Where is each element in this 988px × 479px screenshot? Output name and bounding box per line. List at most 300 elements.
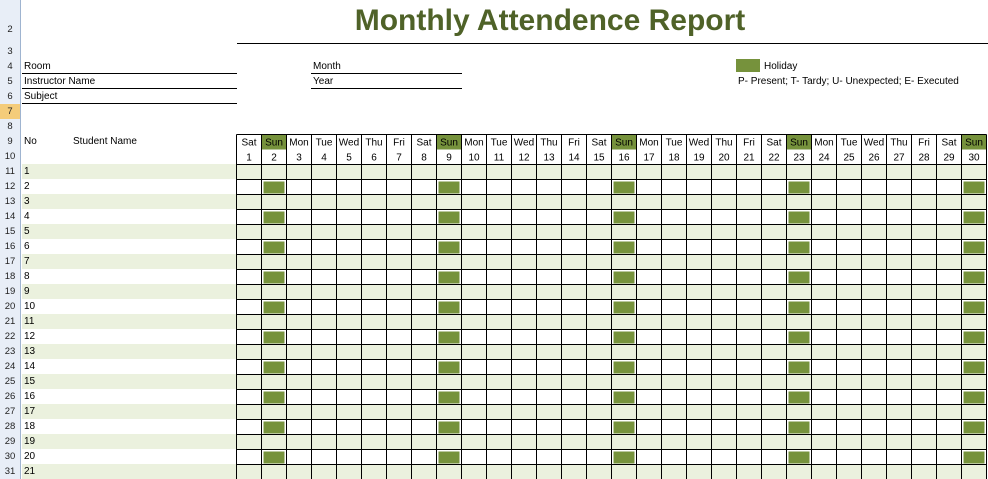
attendance-cell xyxy=(462,345,487,360)
student-row[interactable] xyxy=(22,434,236,449)
student-row[interactable] xyxy=(22,359,236,374)
attendance-cell xyxy=(562,255,587,270)
attendance-cell xyxy=(537,435,562,450)
holiday-cell xyxy=(789,302,810,314)
attendance-cell xyxy=(787,285,812,300)
row-number[interactable]: 8 xyxy=(7,121,13,132)
day-header: Sat xyxy=(766,137,782,149)
attendance-cell xyxy=(937,165,962,180)
row-number[interactable]: 4 xyxy=(7,61,13,72)
attendance-cell xyxy=(262,255,287,270)
student-number: 3 xyxy=(24,196,30,207)
date-header: 16 xyxy=(618,152,630,164)
attendance-cell xyxy=(512,255,537,270)
attendance-cell xyxy=(512,225,537,240)
attendance-cell xyxy=(262,285,287,300)
attendance-cell xyxy=(837,225,862,240)
attendance-cell xyxy=(437,165,462,180)
row-number[interactable]: 16 xyxy=(4,241,16,252)
student-row[interactable] xyxy=(22,194,236,209)
attendance-cell xyxy=(887,435,912,450)
attendance-cell xyxy=(337,315,362,330)
year-field[interactable] xyxy=(311,88,462,89)
attendance-cell xyxy=(812,255,837,270)
attendance-cell xyxy=(862,405,887,420)
row-number[interactable]: 17 xyxy=(4,256,16,267)
holiday-cell xyxy=(614,242,635,254)
student-row[interactable] xyxy=(22,209,236,224)
student-row[interactable] xyxy=(22,164,236,179)
row-number[interactable]: 25 xyxy=(4,376,16,387)
subject-label: Subject xyxy=(24,91,58,102)
day-header: Thu xyxy=(715,137,733,149)
attendance-cell xyxy=(437,285,462,300)
attendance-cell xyxy=(962,345,987,360)
row-number[interactable]: 2 xyxy=(7,24,13,35)
holiday-cell xyxy=(964,422,985,434)
attendance-cell xyxy=(662,465,687,479)
attendance-grid[interactable] xyxy=(236,134,988,479)
holiday-cell xyxy=(964,362,985,374)
attendance-cell xyxy=(937,315,962,330)
attendance-cell xyxy=(662,165,687,180)
attendance-cell xyxy=(487,255,512,270)
attendance-cell xyxy=(937,255,962,270)
attendance-cell xyxy=(337,405,362,420)
attendance-cell xyxy=(412,375,437,390)
attendance-cell xyxy=(587,165,612,180)
student-number: 8 xyxy=(24,271,30,282)
day-header: Mon xyxy=(639,137,659,149)
attendance-cell xyxy=(862,435,887,450)
holiday-cell xyxy=(964,242,985,254)
attendance-cell xyxy=(562,225,587,240)
row-number[interactable]: 30 xyxy=(4,451,16,462)
attendance-cell xyxy=(812,165,837,180)
attendance-cell xyxy=(537,165,562,180)
day-header: Sun xyxy=(615,137,633,149)
attendance-cell xyxy=(312,285,337,300)
attendance-cell xyxy=(362,165,387,180)
attendance-cell xyxy=(687,405,712,420)
attendance-cell xyxy=(637,435,662,450)
row-number[interactable]: 6 xyxy=(7,91,13,102)
student-row[interactable] xyxy=(22,344,236,359)
date-header: 8 xyxy=(421,152,427,164)
attendance-cell xyxy=(587,195,612,210)
date-header: 13 xyxy=(543,152,555,164)
attendance-cell xyxy=(512,285,537,300)
attendance-cell xyxy=(662,255,687,270)
holiday-cell xyxy=(264,182,285,194)
attendance-cell xyxy=(937,285,962,300)
attendance-cell xyxy=(712,435,737,450)
attendance-cell xyxy=(787,195,812,210)
holiday-cell xyxy=(439,182,460,194)
attendance-cell xyxy=(387,165,412,180)
attendance-cell xyxy=(962,225,987,240)
attendance-cell xyxy=(312,315,337,330)
attendance-cell xyxy=(237,315,262,330)
row-number[interactable]: 29 xyxy=(4,436,16,447)
attendance-cell xyxy=(487,405,512,420)
attendance-cell xyxy=(362,405,387,420)
row-number[interactable]: 3 xyxy=(7,46,13,57)
row-number[interactable]: 21 xyxy=(4,316,16,327)
attendance-cell xyxy=(362,315,387,330)
attendance-cell xyxy=(662,345,687,360)
row-number[interactable]: 26 xyxy=(4,391,16,402)
attendance-cell xyxy=(912,375,937,390)
attendance-cell xyxy=(662,285,687,300)
attendance-cell xyxy=(237,165,262,180)
student-row[interactable] xyxy=(22,389,236,404)
attendance-cell xyxy=(612,285,637,300)
date-header: 15 xyxy=(593,152,605,164)
attendance-cell xyxy=(362,255,387,270)
attendance-cell xyxy=(512,435,537,450)
attendance-cell xyxy=(537,225,562,240)
attendance-key: P- Present; T- Tardy; U- Unexpected; E- Executed xyxy=(738,76,959,87)
attendance-cell xyxy=(612,375,637,390)
attendance-cell xyxy=(512,345,537,360)
attendance-cell xyxy=(387,435,412,450)
holiday-cell xyxy=(439,392,460,404)
attendance-cell xyxy=(362,285,387,300)
attendance-cell xyxy=(737,435,762,450)
date-header: 21 xyxy=(743,152,755,164)
holiday-cell xyxy=(964,392,985,404)
attendance-cell xyxy=(662,225,687,240)
attendance-cell xyxy=(962,315,987,330)
attendance-cell xyxy=(412,405,437,420)
student-number: 2 xyxy=(24,181,30,192)
attendance-cell xyxy=(487,465,512,479)
row-number[interactable]: 24 xyxy=(4,361,16,372)
row-number[interactable]: 5 xyxy=(7,76,13,87)
attendance-cell xyxy=(937,225,962,240)
attendance-cell xyxy=(612,405,637,420)
day-header: Sun xyxy=(440,137,458,149)
no-header: No xyxy=(24,136,37,147)
attendance-cell xyxy=(962,255,987,270)
attendance-cell xyxy=(712,195,737,210)
attendance-cell xyxy=(737,165,762,180)
row-number[interactable]: 14 xyxy=(4,211,16,222)
row-number[interactable]: 11 xyxy=(5,166,15,177)
day-header: Fri xyxy=(918,137,930,149)
date-header: 23 xyxy=(793,152,805,164)
attendance-cell xyxy=(737,405,762,420)
attendance-cell xyxy=(862,315,887,330)
attendance-cell xyxy=(837,345,862,360)
attendance-cell xyxy=(462,225,487,240)
attendance-cell xyxy=(412,315,437,330)
attendance-cell xyxy=(787,165,812,180)
row-number[interactable]: 18 xyxy=(4,271,16,282)
attendance-cell xyxy=(537,255,562,270)
attendance-cell xyxy=(912,465,937,479)
attendance-cell xyxy=(412,255,437,270)
attendance-cell xyxy=(712,405,737,420)
attendance-cell xyxy=(587,285,612,300)
attendance-cell xyxy=(487,375,512,390)
attendance-cell xyxy=(462,315,487,330)
holiday-cell xyxy=(789,272,810,284)
attendance-cell xyxy=(712,315,737,330)
date-header: 22 xyxy=(768,152,780,164)
attendance-cell xyxy=(787,465,812,479)
row-number[interactable]: 23 xyxy=(4,346,16,357)
attendance-cell xyxy=(362,195,387,210)
day-header: Sat xyxy=(941,137,957,149)
attendance-cell xyxy=(787,405,812,420)
attendance-cell xyxy=(662,375,687,390)
attendance-cell xyxy=(262,405,287,420)
attendance-cell xyxy=(487,345,512,360)
attendance-cell xyxy=(487,225,512,240)
room-field[interactable] xyxy=(22,73,237,74)
attendance-cell xyxy=(587,435,612,450)
student-number: 1 xyxy=(24,166,30,177)
attendance-cell xyxy=(762,315,787,330)
holiday-cell xyxy=(964,272,985,284)
attendance-cell xyxy=(237,285,262,300)
attendance-cell xyxy=(312,435,337,450)
instructor-field[interactable] xyxy=(22,88,237,89)
student-number: 11 xyxy=(24,316,35,327)
attendance-cell xyxy=(962,465,987,479)
attendance-cell xyxy=(362,225,387,240)
attendance-cell xyxy=(762,195,787,210)
student-row[interactable] xyxy=(22,374,236,389)
attendance-cell xyxy=(312,255,337,270)
attendance-cell xyxy=(412,285,437,300)
student-row[interactable] xyxy=(22,314,236,329)
attendance-cell xyxy=(887,255,912,270)
row-number[interactable]: 15 xyxy=(4,226,16,237)
attendance-cell xyxy=(937,465,962,479)
date-header: 25 xyxy=(843,152,855,164)
attendance-cell xyxy=(687,285,712,300)
holiday-cell xyxy=(614,182,635,194)
attendance-cell xyxy=(387,195,412,210)
attendance-cell xyxy=(812,195,837,210)
student-row[interactable] xyxy=(22,269,236,284)
attendance-cell xyxy=(437,435,462,450)
date-header: 12 xyxy=(518,152,530,164)
attendance-cell xyxy=(587,255,612,270)
row-number[interactable]: 10 xyxy=(4,151,16,162)
attendance-cell xyxy=(487,285,512,300)
student-row[interactable] xyxy=(22,299,236,314)
attendance-cell xyxy=(337,375,362,390)
student-number: 7 xyxy=(24,256,30,267)
student-row[interactable] xyxy=(22,404,236,419)
student-row[interactable] xyxy=(22,284,236,299)
attendance-cell xyxy=(262,465,287,479)
attendance-cell xyxy=(262,435,287,450)
date-header: 27 xyxy=(893,152,905,164)
attendance-cell xyxy=(787,345,812,360)
attendance-cell xyxy=(412,195,437,210)
attendance-cell xyxy=(312,165,337,180)
student-row[interactable] xyxy=(22,464,236,479)
holiday-cell xyxy=(264,392,285,404)
date-header: 26 xyxy=(868,152,880,164)
attendance-cell xyxy=(737,375,762,390)
row-number[interactable]: 13 xyxy=(4,196,16,207)
attendance-cell xyxy=(387,315,412,330)
attendance-cell xyxy=(762,345,787,360)
attendance-cell xyxy=(562,465,587,479)
attendance-cell xyxy=(612,165,637,180)
attendance-cell xyxy=(387,465,412,479)
attendance-cell xyxy=(462,405,487,420)
attendance-cell xyxy=(887,225,912,240)
student-row[interactable] xyxy=(22,329,236,344)
row-number[interactable]: 12 xyxy=(4,181,16,192)
attendance-cell xyxy=(237,435,262,450)
attendance-cell xyxy=(337,345,362,360)
attendance-cell xyxy=(237,255,262,270)
attendance-cell xyxy=(312,405,337,420)
day-header: Fri xyxy=(393,137,405,149)
student-row[interactable] xyxy=(22,254,236,269)
attendance-cell xyxy=(612,195,637,210)
day-header: Mon xyxy=(289,137,309,149)
attendance-cell xyxy=(562,405,587,420)
attendance-cell xyxy=(887,345,912,360)
attendance-cell xyxy=(812,285,837,300)
attendance-cell xyxy=(387,225,412,240)
attendance-cell xyxy=(387,255,412,270)
holiday-cell xyxy=(964,452,985,464)
attendance-cell xyxy=(587,315,612,330)
attendance-cell xyxy=(437,195,462,210)
attendance-cell xyxy=(437,255,462,270)
attendance-cell xyxy=(612,225,637,240)
attendance-cell xyxy=(812,435,837,450)
student-row[interactable] xyxy=(22,419,236,434)
holiday-cell xyxy=(439,242,460,254)
row-number[interactable]: 9 xyxy=(7,136,13,147)
attendance-cell xyxy=(262,165,287,180)
row-number[interactable]: 20 xyxy=(4,301,16,312)
holiday-cell xyxy=(439,422,460,434)
attendance-cell xyxy=(512,405,537,420)
attendance-cell xyxy=(762,375,787,390)
attendance-cell xyxy=(937,375,962,390)
attendance-cell xyxy=(562,435,587,450)
attendance-cell xyxy=(437,345,462,360)
attendance-cell xyxy=(487,165,512,180)
attendance-cell xyxy=(237,345,262,360)
subject-field[interactable] xyxy=(22,103,237,104)
attendance-cell xyxy=(437,405,462,420)
attendance-cell xyxy=(587,465,612,479)
holiday-cell xyxy=(264,242,285,254)
attendance-cell xyxy=(912,165,937,180)
student-number: 21 xyxy=(24,466,36,477)
holiday-cell xyxy=(439,452,460,464)
attendance-cell xyxy=(637,195,662,210)
attendance-cell xyxy=(262,345,287,360)
date-header: 20 xyxy=(718,152,730,164)
attendance-cell xyxy=(587,375,612,390)
row-number[interactable]: 7 xyxy=(0,104,20,119)
attendance-cell xyxy=(612,315,637,330)
attendance-cell xyxy=(962,435,987,450)
attendance-cell xyxy=(287,195,312,210)
row-number[interactable]: 19 xyxy=(4,286,16,297)
attendance-cell xyxy=(712,345,737,360)
attendance-cell xyxy=(812,225,837,240)
attendance-cell xyxy=(837,165,862,180)
holiday-cell xyxy=(789,392,810,404)
attendance-cell xyxy=(912,435,937,450)
row-number[interactable]: 31 xyxy=(4,466,16,477)
student-row[interactable] xyxy=(22,224,236,239)
attendance-cell xyxy=(337,465,362,479)
room-label: Room xyxy=(24,61,51,72)
attendance-cell xyxy=(287,315,312,330)
attendance-cell xyxy=(437,375,462,390)
attendance-cell xyxy=(862,255,887,270)
row-header-column[interactable] xyxy=(0,0,21,479)
holiday-cell xyxy=(789,452,810,464)
attendance-cell xyxy=(762,405,787,420)
holiday-cell xyxy=(614,452,635,464)
attendance-cell xyxy=(862,465,887,479)
attendance-cell xyxy=(387,285,412,300)
attendance-cell xyxy=(862,285,887,300)
row-number[interactable]: 22 xyxy=(4,331,16,342)
row-number[interactable]: 27 xyxy=(4,406,16,417)
attendance-cell xyxy=(737,315,762,330)
attendance-cell xyxy=(587,345,612,360)
attendance-cell xyxy=(262,315,287,330)
attendance-cell xyxy=(687,165,712,180)
date-header: 7 xyxy=(396,152,402,164)
attendance-cell xyxy=(762,465,787,479)
month-field[interactable] xyxy=(311,73,462,74)
attendance-cell xyxy=(562,345,587,360)
attendance-cell xyxy=(612,255,637,270)
holiday-cell xyxy=(264,452,285,464)
attendance-cell xyxy=(487,195,512,210)
day-header: Tue xyxy=(665,137,683,149)
row-number[interactable]: 28 xyxy=(4,421,16,432)
day-header: Sun xyxy=(965,137,983,149)
attendance-cell xyxy=(887,405,912,420)
attendance-cell xyxy=(512,165,537,180)
attendance-cell xyxy=(912,195,937,210)
title-underline xyxy=(237,43,988,44)
attendance-cell xyxy=(362,345,387,360)
day-header: Tue xyxy=(315,137,333,149)
day-header: Thu xyxy=(890,137,908,149)
student-row[interactable] xyxy=(22,179,236,194)
student-number: 18 xyxy=(24,421,36,432)
student-row[interactable] xyxy=(22,239,236,254)
attendance-cell xyxy=(762,225,787,240)
student-row[interactable] xyxy=(22,449,236,464)
attendance-cell xyxy=(362,435,387,450)
day-header: Thu xyxy=(540,137,558,149)
attendance-cell xyxy=(787,315,812,330)
attendance-cell xyxy=(487,315,512,330)
